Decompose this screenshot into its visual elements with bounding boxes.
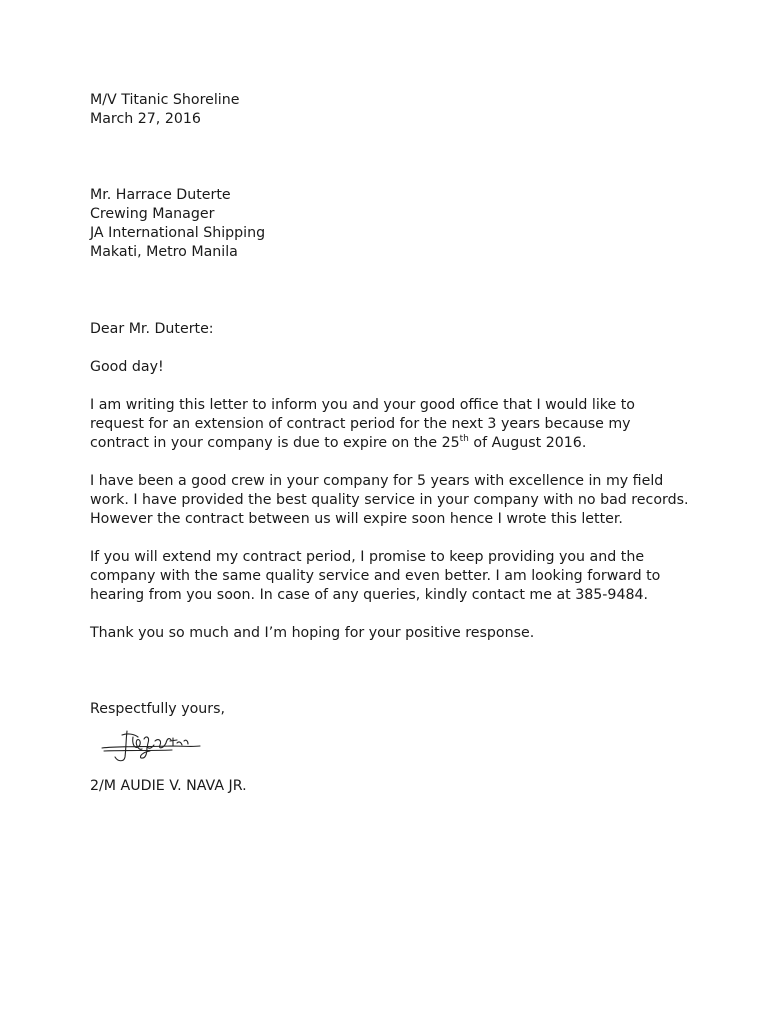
valediction: Respectfully yours, [90,701,226,717]
recipient-block [90,186,690,262]
paragraph-promise [90,548,690,605]
recipient-title: Crewing Manager [90,206,215,222]
letter-date: March 27, 2016 [90,111,201,127]
recipient-company: JA International Shipping [90,225,266,241]
paragraph-line: hearing from you soon. In case of any queries, kindly contact me at 385-9484. [90,587,649,603]
paragraph-line: However the contract between us will expire soon hence I wrote this letter. [90,511,623,527]
salutation: Dear Mr. Duterte: [90,321,214,337]
signature-icon [100,725,204,765]
paragraph-line: request for an extension of contract period for the next 3 years because my [90,416,631,432]
paragraph-line: I have been a good crew in your company for 5 years with excellence in my field [90,473,664,489]
greeting: Good day! [90,359,164,375]
closing-thanks: Thank you so much and I’m hoping for your positive response. [90,625,535,641]
sender-vessel: M/V Titanic Shoreline [90,92,240,108]
paragraph-line: contract in your company is due to expire on the 25th of August 2016. [90,434,587,451]
paragraph-line: I am writing this letter to inform you and your good office that I would like to [90,397,635,413]
paragraph-line: company with the same quality service and even better. I am looking forward to [90,568,661,584]
recipient-address: Makati, Metro Manila [90,244,238,260]
paragraph-line: work. I have provided the best quality service in your company with no bad records. [90,492,689,508]
paragraph-line: If you will extend my contract period, I promise to keep providing you and the [90,549,645,565]
paragraph-record [90,472,690,529]
sender-block [90,91,690,129]
signatory-name: 2/M AUDIE V. NAVA JR. [90,778,247,794]
ordinal-suffix: th [459,434,469,444]
recipient-name: Mr. Harrace Duterte [90,187,231,203]
paragraph-request [90,396,690,453]
